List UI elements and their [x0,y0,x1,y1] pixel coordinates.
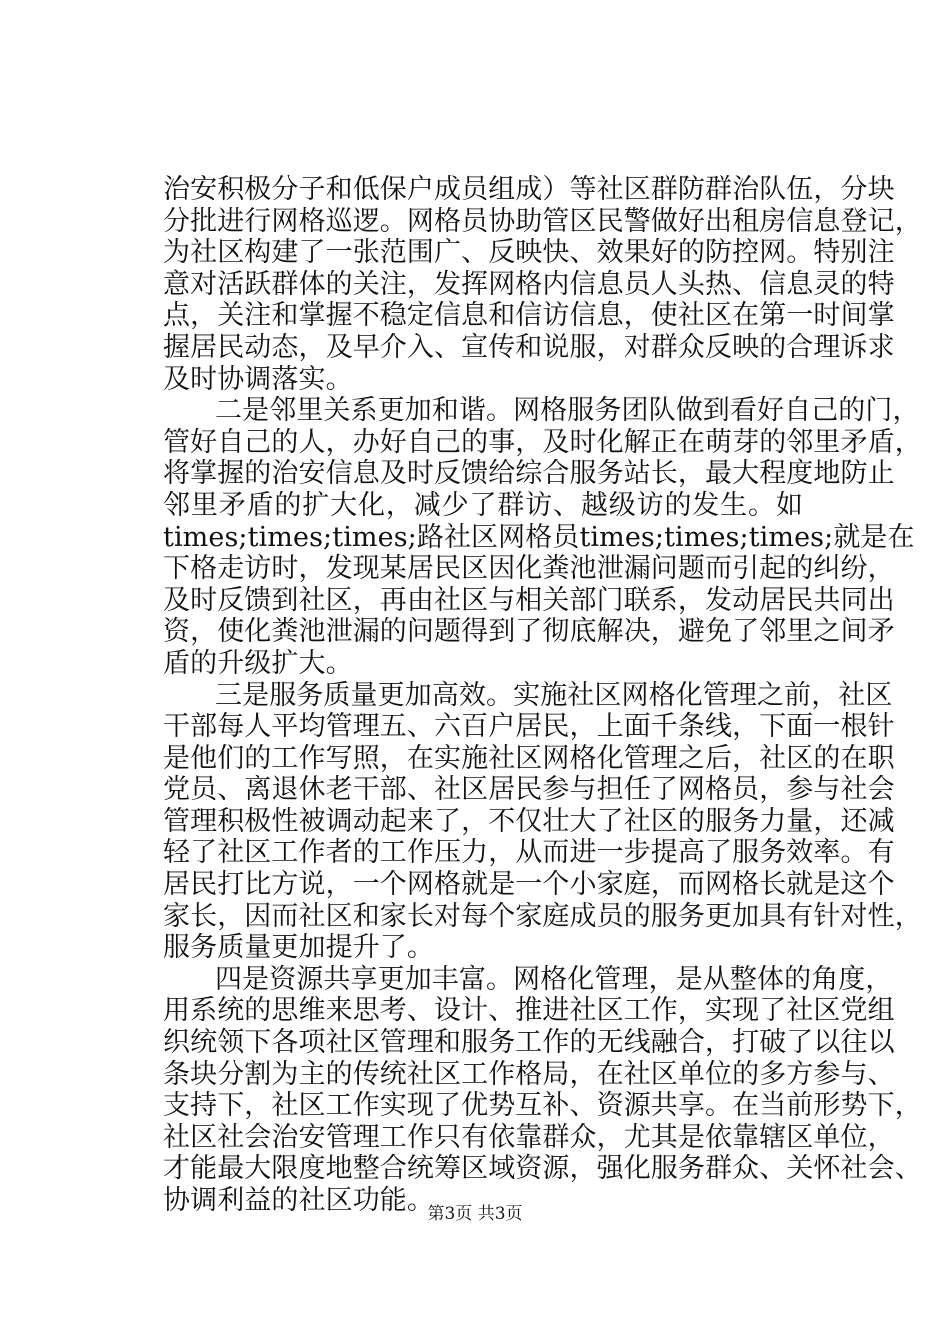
text-line: 点，关注和掌握不稳定信息和信访信息，使社区在第一时间掌 [163,300,895,332]
text-line: 分批进行网格巡逻。网格员协助管区民警做好出租房信息登记， [163,205,922,237]
text-line: 支持下，社区工作实现了优势互补、资源共享。在当前形势下， [163,1090,922,1122]
text-line: times;times;times;路社区网格员times;times;times;就是在 [163,521,915,553]
text-line: 社区社会治安管理工作只有依靠群众，尤其是依靠辖区单位， [163,1121,895,1153]
text-line: 二是邻里关系更加和谐。网格服务团队做到看好自己的门， [215,395,920,427]
text-line: 邻里矛盾的扩大化，减少了群访、越级访的发生。如 [163,489,803,521]
text-line: 下格走访时，发现某居民区因化粪池泄漏问题而引起的纠纷， [163,553,895,585]
text-line: 条块分割为主的传统社区工作格局，在社区单位的多方参与、 [163,1058,895,1090]
text-line: 织统领下各项社区管理和服务工作的无线融合，打破了以往以 [163,1027,895,1059]
text-line: 党员、离退休老干部、社区居民参与担任了网格员，参与社会 [163,774,895,806]
text-line: 三是服务质量更加高效。实施社区网格化管理之前，社区 [215,679,893,711]
text-line: 资，使化粪池泄漏的问题得到了彻底解决，避免了邻里之间矛 [163,616,895,648]
text-line: 管理积极性被调动起来了，不仅壮大了社区的服务力量，还减 [163,805,895,837]
text-line: 及时反馈到社区，再由社区与相关部门联系，发动居民共同出 [163,584,895,616]
text-line: 意对活跃群体的关注，发挥网格内信息员人头热、信息灵的特 [163,268,895,300]
text-line: 将掌握的治安信息及时反馈给综合服务站长，最大程度地防止 [163,458,895,490]
text-line: 握居民动态，及早介入、宣传和说服，对群众反映的合理诉求 [163,331,895,363]
text-line: 及时协调落实。 [163,363,353,395]
text-line: 用系统的思维来思考、设计、推进社区工作，实现了社区党组 [163,995,895,1027]
text-line: 才能最大限度地整合统筹区域资源，强化服务群众、关怀社会、 [163,1153,922,1185]
text-line: 家长，因而社区和家长对每个家庭成员的服务更加具有针对性， [163,900,922,932]
text-line: 盾的升级扩大。 [163,647,353,679]
text-line: 为社区构建了一张范围广、反映快、效果好的防控网。特别注 [163,237,895,269]
text-line: 是他们的工作写照，在实施社区网格化管理之后，社区的在职 [163,742,895,774]
text-line: 四是资源共享更加丰富。网格化管理，是从整体的角度， [215,963,893,995]
page-footer: 第3页 共3页 [427,1204,523,1224]
text-line: 轻了社区工作者的工作压力，从而进一步提高了服务效率。有 [163,837,895,869]
text-line: 协调利益的社区功能。 [163,1185,434,1216]
text-line: 干部每人平均管理五、六百户居民，上面千条线，下面一根针 [163,711,895,743]
text-line: 居民打比方说，一个网格就是一个小家庭，而网格长就是这个 [163,869,895,901]
text-line: 治安积极分子和低保户成员组成）等社区群防群治队伍，分块 [163,174,895,205]
body-text [163,174,922,1217]
text-line: 服务质量更加提升了。 [163,932,434,964]
text-line: 管好自己的人，办好自己的事，及时化解正在萌芽的邻里矛盾， [163,426,922,458]
